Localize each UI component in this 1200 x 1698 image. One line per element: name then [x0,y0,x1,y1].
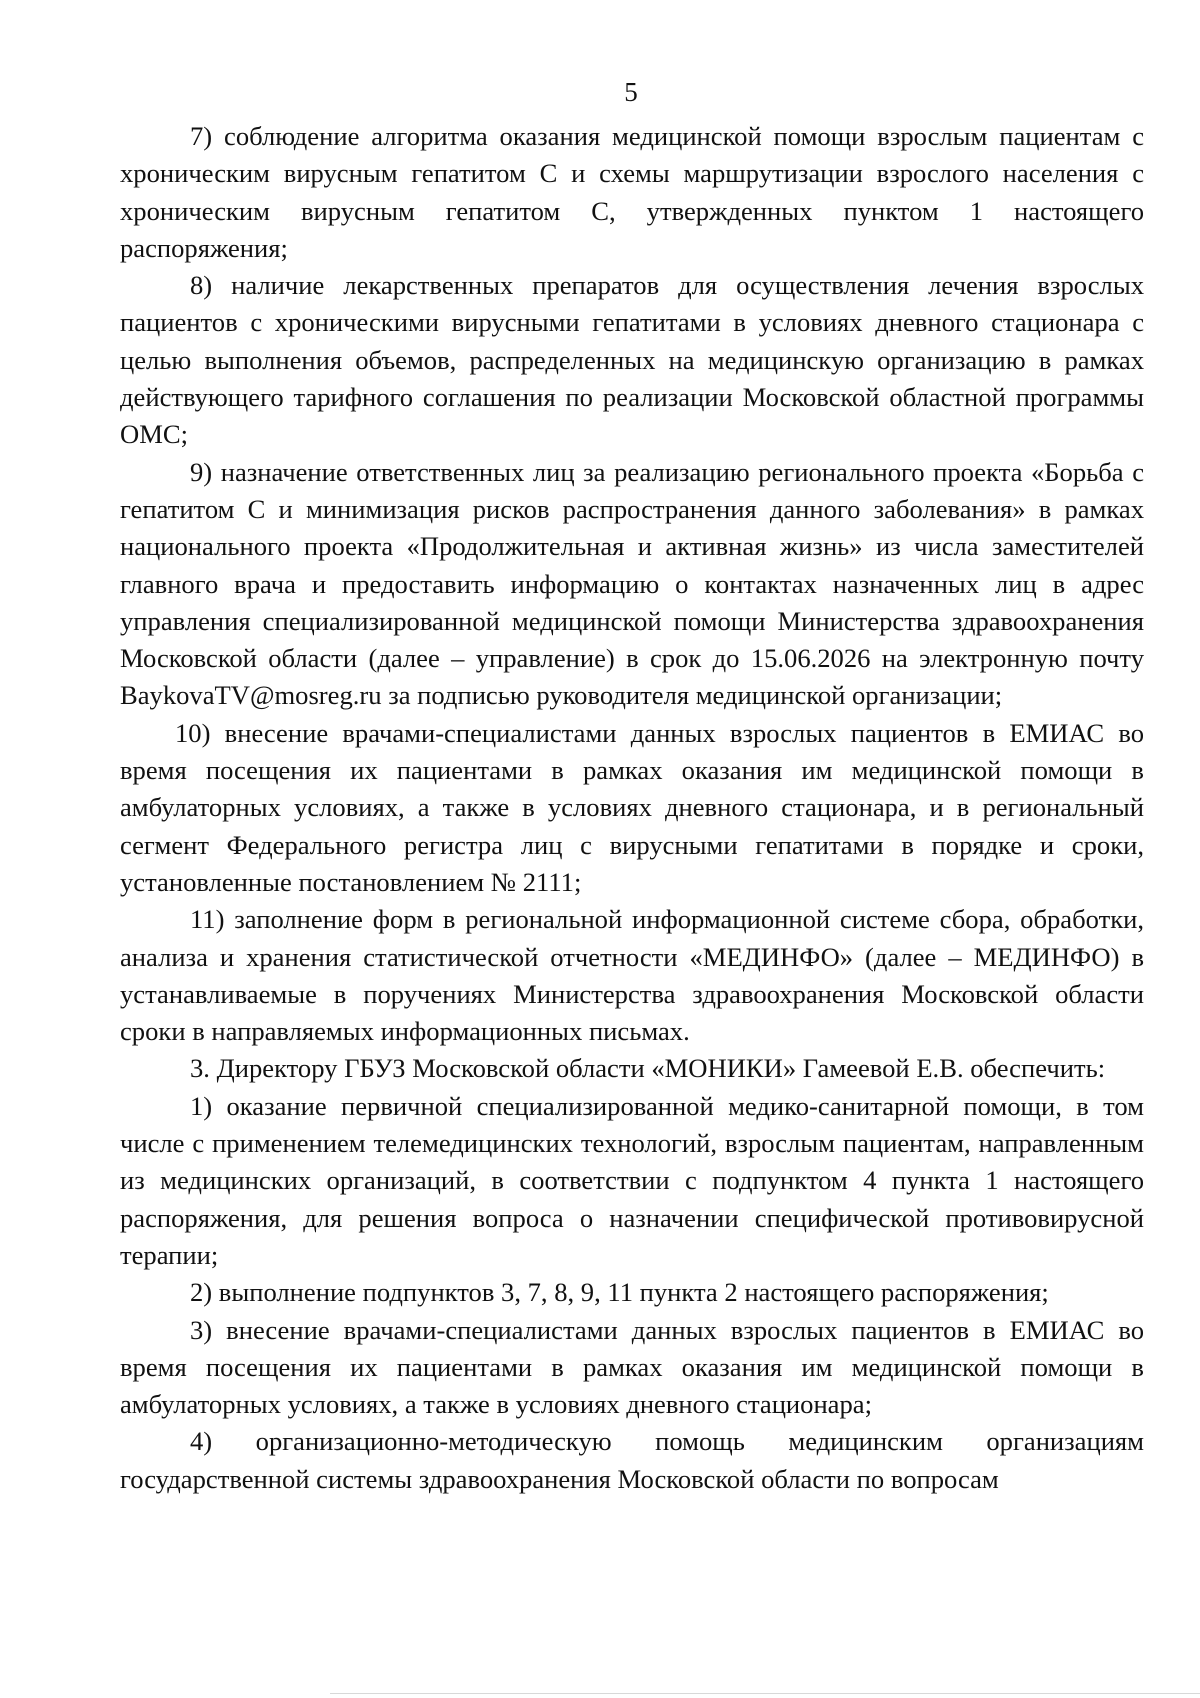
paragraph-item-7: 7) соблюдение алгоритма оказания медицинской помощи взрослым пациентам с хроническим вирусным гепатитом С и схемы маршрутизации взрослого населения с хроническим вирусным гепатитом С, утвержденных пунктом 1 настоящего распоряжения; [120,121,1144,263]
page-number: 5 [624,77,638,107]
paragraph-item-11: 11) заполнение форм в региональной информационной системе сбора, обработки, анализа и хранения статистической отчетности «МЕДИНФО» (далее – МЕДИНФО) в устанавливаемые в поручениях Министерства здравоохранения Московской области сроки в направляемых информационных письмах. [120,904,1144,1047]
paragraph-item-8: 8) наличие лекарственных препаратов для осуществления лечения взрослых пациентов с хроническими вирусными гепатитами в условиях дневного стационара с целью выполнения объемов, распределенных на медицинскую организацию в рамках действующего тарифного соглашения по реализации Московской областной программы ОМС; [120,270,1144,450]
paragraph-section-3-item-3: 3) внесение врачами-специалистами данных взрослых пациентов в ЕМИАС во время посещения их пациентами в рамках оказания им медицинской помощи в амбулаторных условиях, а также в условиях дневного стационара; [120,1314,1144,1420]
document-body [120,118,1144,1498]
paragraph-item-10: 10) внесение врачами-специалистами данных взрослых пациентов в ЕМИАС во время посещения их пациентами в рамках оказания им медицинской помощи в амбулаторных условиях, а также в условиях дневного стационара, и в региональный сегмент Федерального регистра лиц с вирусными гепатитами в порядке и сроки, установленные постановлением № 2111; [120,717,1144,897]
paragraph-item-9: 9) назначение ответственных лиц за реализацию регионального проекта «Борьба с гепатитом С и минимизация рисков распространения данного заболевания» в рамках национального проекта «Продолжительная и активная жизнь» из числа заместителей главного врача и предоставить информацию о контактах назначенных лиц в адрес управления специализированной медицинской помощи Министерства здравоохранения Московской области (далее – управление) в срок до 15.06.2026 на электронную почту BaykovaTV@mosreg.ru за подписью руководителя медицинской организации; [120,456,1144,711]
paragraph-section-3-item-2: 2) выполнение подпунктов 3, 7, 8, 9, 11 пункта 2 настоящего распоряжения; [190,1277,1049,1308]
paragraph-section-3-item-1: 1) оказание первичной специализированной медико-санитарной помощи, в том числе с применением телемедицинских технологий, взрослым пациентам, направленным из медицинских организаций, в соответствии с подпунктом 4 пункта 1 настоящего распоряжения, для решения вопроса о назначении специфической противовирусной терапии; [120,1090,1144,1270]
page-bottom-edge [330,1693,1200,1694]
paragraph-section-3-item-4: 4) организационно-методическую помощь медицинским организациям государственной системы здравоохранения Московской области по вопросам [120,1426,1144,1494]
paragraph-section-3: 3. Директору ГБУЗ Московской области «МОНИКИ» Гамеевой Е.В. обеспечить: [190,1053,1106,1084]
